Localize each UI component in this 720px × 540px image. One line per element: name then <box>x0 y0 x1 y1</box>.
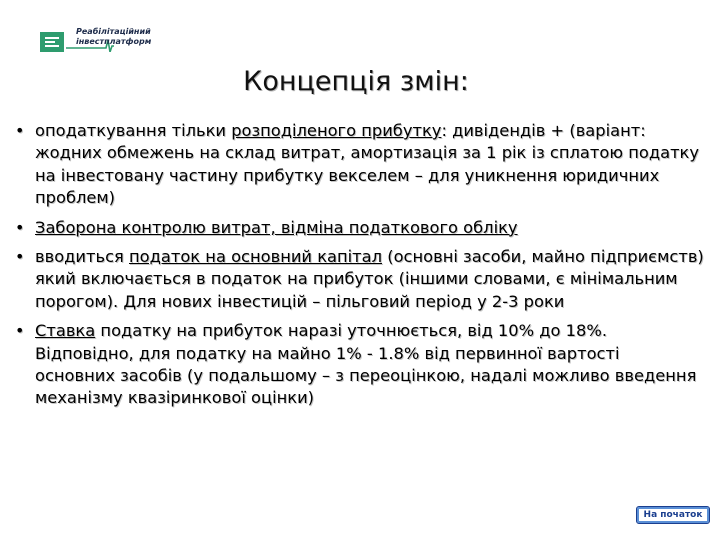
bullet-symbol: • <box>15 247 25 267</box>
bullet-symbol: • <box>15 321 25 341</box>
bullet-link[interactable]: розподіленого прибутку <box>231 121 442 140</box>
logo <box>40 24 152 58</box>
logo-text-line1: Реабілітаційний <box>76 27 151 36</box>
bullet-item <box>14 120 704 210</box>
bullet-symbol: • <box>15 217 25 237</box>
bullet-link[interactable]: Ставка <box>35 321 96 341</box>
bullet-text: оподаткування тільки <box>35 121 232 140</box>
bullet-link[interactable]: Заборона контролю витрат, відміна податкового обліку <box>35 217 518 237</box>
bullet-item <box>14 217 704 239</box>
bullet-text: (основні засоби, майно підприємств) який включається в податок на прибуток (іншими словами, є мінімальним порогом). Для нових інвестицій – пільговий період у 2-3 роки <box>35 247 704 311</box>
bullet-item <box>14 246 704 313</box>
home-button[interactable]: На початок <box>636 506 710 524</box>
bullet-text: податку на прибуток наразі уточнюється, від 10% до 18%. Відповідно, для податку на майно 1% - 1.8% від первинної вартості основних засобів (у подальшому – з переоцінкою, надалі можливо введення механізму квазіринкової оцінки) <box>35 321 697 408</box>
logo-text-line2: інвестплатформ <box>76 37 152 46</box>
logo-mark-icon <box>40 32 64 52</box>
bullet-symbol: • <box>15 121 25 140</box>
bullet-text: : дивідендів + (варіант: жодних обмежень на склад витрат, амортизація за 1 рік із сплатою податку на інвестовану частину прибутку векселем – для уникнення юридичних проблем) <box>35 121 700 208</box>
bullet-item <box>14 320 704 410</box>
bullet-link[interactable]: податок на основний капітал <box>129 247 383 267</box>
slide-title: Концепція змін: <box>243 66 469 97</box>
bullet-text: вводиться <box>35 247 129 267</box>
bullet-list <box>14 120 704 417</box>
